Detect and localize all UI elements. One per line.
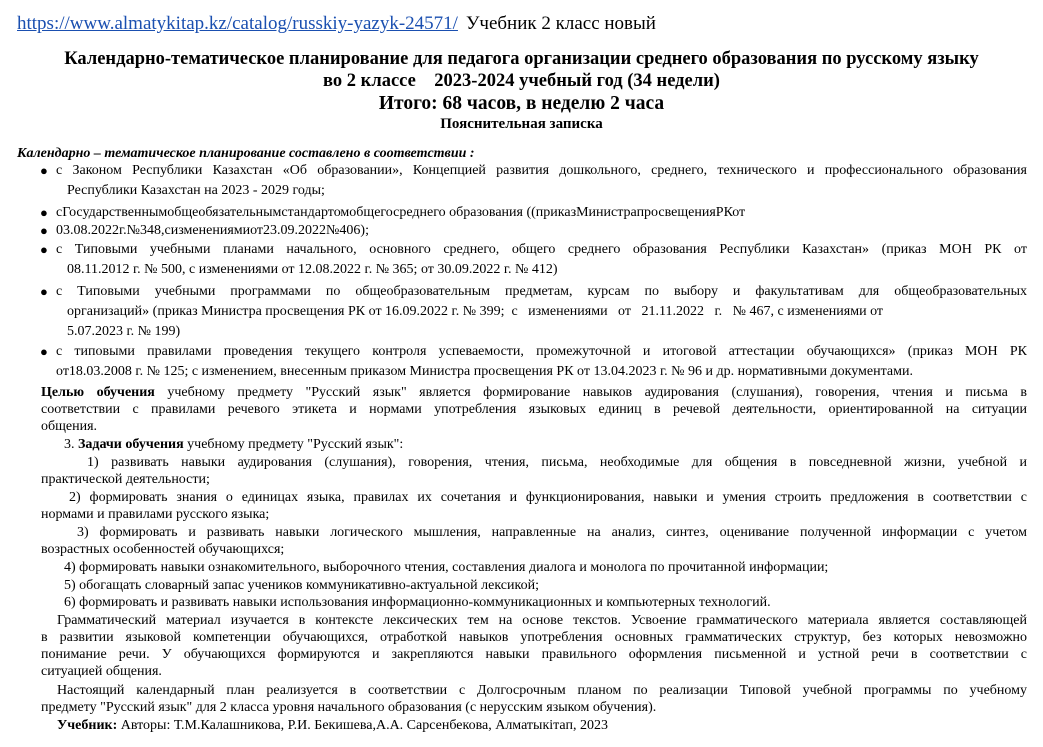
section-heading: Пояснительная записка bbox=[440, 116, 603, 132]
intro-text: Календарно – тематическое планирование составлено в соответствии : bbox=[17, 146, 475, 161]
header-line bbox=[17, 13, 656, 35]
list-item: ● сГосударственнымобщеобязательнымстандартомобщегосреднего образования ((приказМинистрапросвещенияРКот bbox=[40, 203, 1027, 223]
catalog-link[interactable]: https://www.almatykitap.kz/catalog/russkiy-yazyk-24571/ bbox=[17, 13, 458, 34]
task-item: 3) формировать и развивать навыки логического мышления, направленные на анализ, синтез, оценивание полученной информации с учетом возрастных особенностей обучающихся; bbox=[41, 525, 1027, 557]
goal-paragraph: Целью обучения учебному предмету "Русский язык" является формирование навыков аудирования (слушания), говорения, чтения и письма в соответствии с правилами речевого этикета и нормами употребления языковых единиц в речевой деятельности, ориентированной на ситуации общения. bbox=[41, 385, 1028, 434]
task-item: 1) развивать навыки аудирования (слушания), говорения, чтения, письма, необходимые для общения в повседневной жизни, учебной и практической деятельности; bbox=[41, 455, 1027, 487]
goal-label: Целью обучения bbox=[41, 385, 155, 400]
list-item: ● 03.08.2022г.№348,сизменениямиот23.09.2022№406); bbox=[40, 221, 1027, 241]
task-item: 2) формировать знания о единицах языка, правилах их сочетания и функционирования, навыки и умения строить предложения в соответствии с нормами и правилами русского языка; bbox=[41, 490, 1027, 522]
tasks-heading: 3. Задачи обучения учебному предмету "Русский язык": bbox=[64, 437, 404, 452]
doc-title-grade-year: во 2 классе 2023-2024 учебный год (34 недели) bbox=[323, 71, 720, 91]
task-item: 5) обогащать словарный запас учеников коммуникативно-актуальной лексикой; bbox=[64, 578, 539, 593]
list-item: ● с Типовыми учебными программами по общеобразовательным предметам, курсам по выбору и факультативам для общеобразовательных организаций» (приказ Министра просвещения РК от 16.09.2022 г. № 399; с изменениями от 21.11.2022 г. № 467, с изменениями от 5.07.2023 г. № 199) bbox=[40, 284, 1027, 339]
textbook-line: Учебник: Авторы: Т.М.Калашникова, Р.И. Бекишева,А.А. Сарсенбекова, Алматыкітап, 2023 bbox=[57, 718, 608, 733]
task-item: 4) формировать навыки ознакомительного, выборочного чтения, составления диалога и монолога по прочитанной информации; bbox=[64, 560, 829, 575]
bullet-icon: ● bbox=[40, 223, 48, 238]
list-item: ● с типовыми правилами проведения текущего контроля успеваемости, промежуточной и итоговой аттестации обучающихся» (приказ МОН РК от18.03.2008 г. № 125; с изменением, внесенным приказом Министра просвещения РК от 13.04.2023 г. № 96 и др. нормативными документами. bbox=[40, 344, 1027, 379]
bullet-icon: ● bbox=[40, 344, 48, 359]
header-note: Учебник 2 класс новый bbox=[465, 13, 656, 34]
doc-title: Календарно-тематическое планирование для педагога организации среднего образования по русскому языку bbox=[64, 49, 979, 69]
list-item: ● с Типовыми учебными планами начального, основного среднего, общего среднего образования Республики Казахстан» (приказ МОН РК от 08.11.2012 г. № 500, с изменениями от 12.08.2022 г. № 365; от 30.09.2022 г. № 412) bbox=[40, 242, 1027, 277]
grammar-paragraph: Грамматический материал изучается в контексте лексических тем на основе текстов. Усвоение грамматического материала является составляющей в развитии языковой компетенции обучающихся, отработкой навыков употребления основных грамматических структур, без которых невозможно понимание речи. У обучающихся формируются и закрепляются навыки правильного оформления письменной и устной речи в соответствии с ситуацией общения. bbox=[41, 613, 1027, 679]
bullet-icon: ● bbox=[40, 205, 48, 220]
textbook-label: Учебник: bbox=[57, 718, 118, 733]
bullet-icon: ● bbox=[40, 163, 48, 178]
doc-title-hours: Итого: 68 часов, в неделю 2 часа bbox=[378, 93, 665, 114]
bullet-icon: ● bbox=[40, 242, 48, 257]
bullet-icon: ● bbox=[40, 284, 48, 299]
plan-paragraph: Настоящий календарный план реализуется в соответствии с Долгосрочным планом по реализации Типовой учебной программы по учебному предмету "Русский язык" для 2 класса уровня начального образования (с нерусским языком обучения). bbox=[41, 683, 1027, 715]
list-item: ● с Законом Республики Казахстан «Об образовании», Концепцией развития дошкольного, среднего, технического и профессионального образования Республики Казахстан на 2023 - 2029 годы; bbox=[40, 163, 1027, 198]
task-item: 6) формировать и развивать навыки использования информационно-коммуникационных и компьютерных технологий. bbox=[64, 595, 771, 610]
